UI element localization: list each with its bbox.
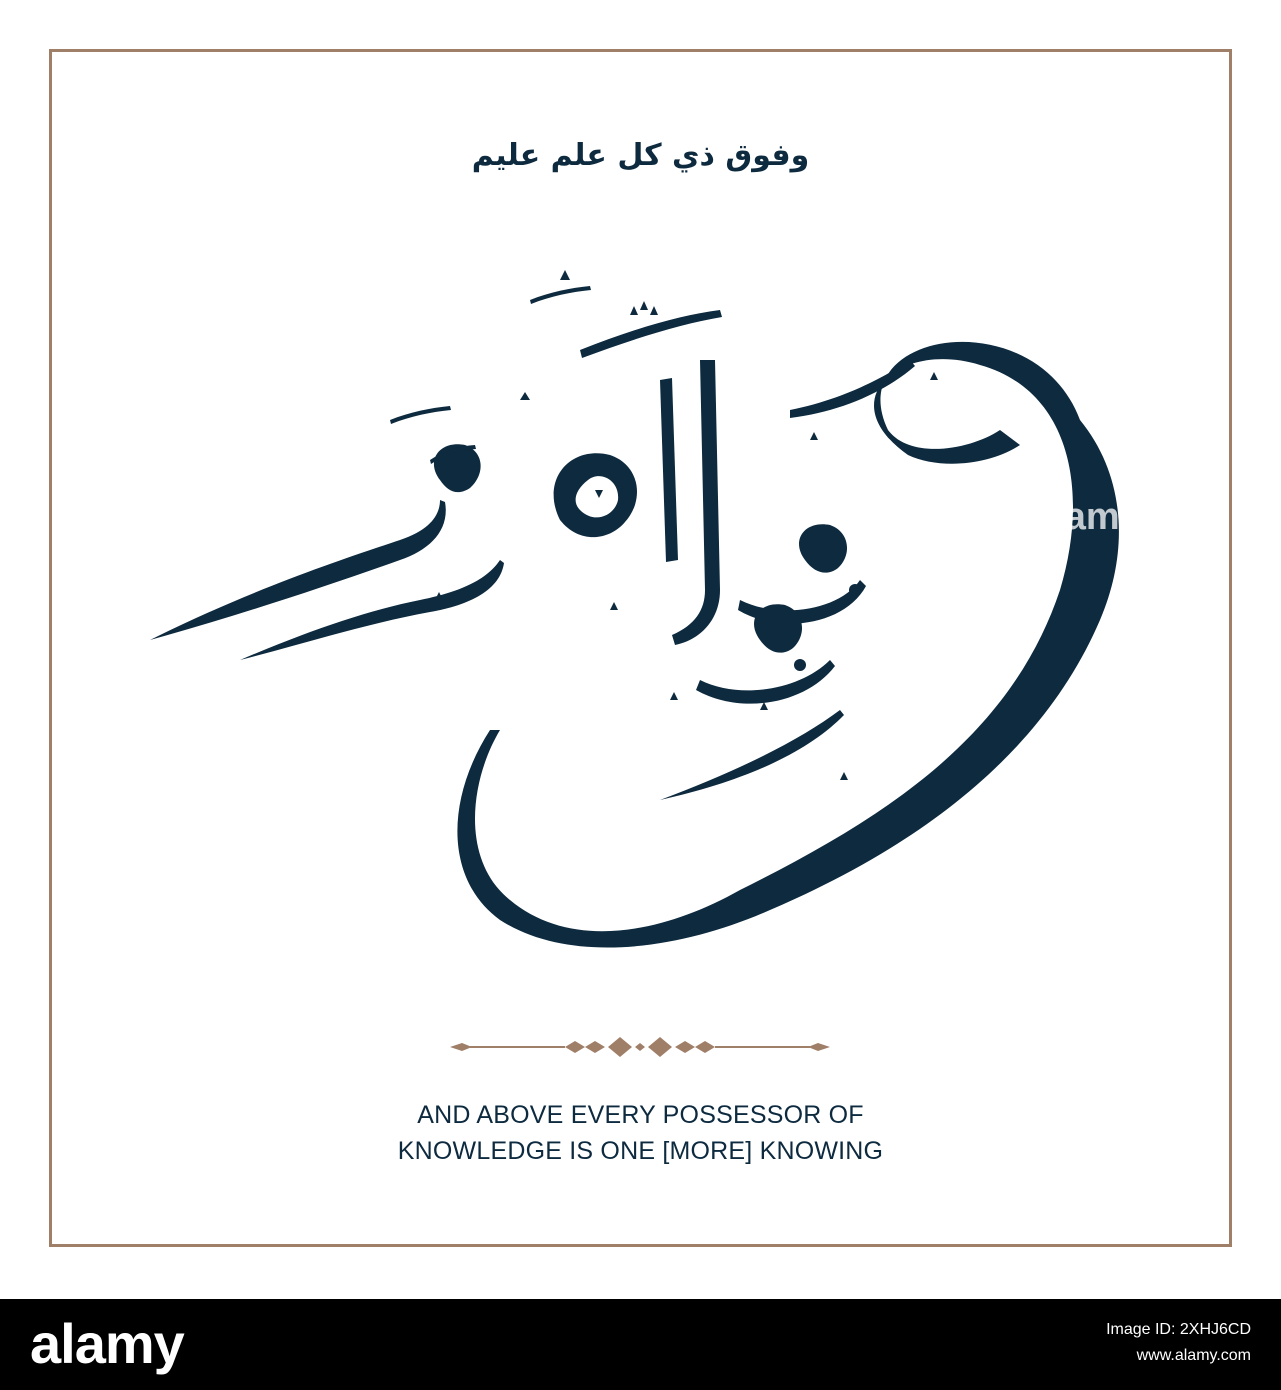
english-translation — [0, 1097, 1281, 1169]
watermark-image-id: Image ID: 2XHJ6CD — [1106, 1321, 1251, 1338]
watermark-info — [1106, 1317, 1251, 1369]
calligraphy-letter-alif — [660, 378, 678, 562]
divider-ornament — [450, 1035, 830, 1059]
calligraphy-letter-lam — [672, 360, 720, 645]
watermark-brand-logo: alamy — [30, 1312, 184, 1375]
calligraphy-letter-ain — [554, 453, 637, 537]
calligraphy-diacritics — [390, 270, 938, 780]
arabic-heading: وفوق ذي كل علم عليم — [471, 138, 810, 173]
calligraphy-swash-1 — [150, 500, 446, 640]
calligraphy-letter-fa — [738, 524, 866, 623]
calligraphy-letter-kaf — [580, 310, 722, 358]
arabic-calligraphy-artwork — [140, 260, 1160, 960]
watermark-side-logo: alamy — [1033, 496, 1141, 538]
watermark-footer-bar — [0, 1299, 1281, 1390]
watermark-site: www.alamy.com — [1136, 1347, 1251, 1364]
translation-line-1: AND ABOVE EVERY POSSESSOR OF — [417, 1101, 864, 1129]
calligraphy-swash-3 — [660, 710, 844, 800]
calligraphy-swash-2 — [240, 560, 504, 660]
translation-line-2: KNOWLEDGE IS ONE [MORE] KNOWING — [397, 1137, 884, 1165]
